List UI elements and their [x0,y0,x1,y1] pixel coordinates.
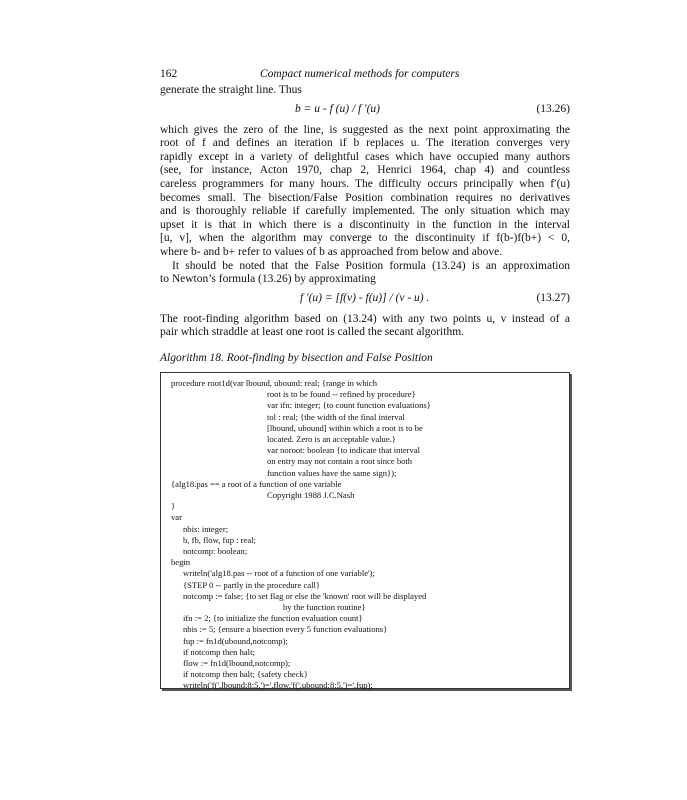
code-line: root is to be found -- refined by procedure} [267,389,416,400]
code-line: b, fb, flow, fup : real; [183,534,256,545]
code-line: {alg18.pas == a root of a function of one variable [171,478,342,489]
code-line: if notcomp then halt; [183,646,255,657]
code-line: tol : real; {the width of the final interval [267,411,405,422]
equation-number: (13.27) [536,291,570,304]
code-line: notcomp: boolean; [183,545,248,556]
equation-expression: b = u - f (u) / f ′(u) [295,102,381,115]
text-line: pair which straddle at least one root is called the secant algorithm. [160,326,465,339]
code-line: var ifn: integer; {to count function evaluations} [267,400,431,411]
text-line: root of f and defines an iteration if b replaces u. The iteration converges very [160,137,570,150]
equation-13-26 [160,98,570,124]
code-line: writeln('alg18.pas -- root of a function of one variable'); [183,568,375,579]
text-line: and is thoroughly reliable if carefully implemented. The only situation which may [160,205,570,218]
text-line: where b- and b+ refer to values of b as approached from below and above. [160,245,503,258]
code-line: if notcomp then halt; {safety check} [183,669,308,680]
equation-expression: f ′(u) = [f(v) - f(u)] / (v - u) . [300,291,430,304]
paragraph-3 [160,313,570,340]
text-line: which gives the zero of the line, is suggested as the next point approximating the [160,123,570,136]
code-line: notcomp := false; {to set flag or else the 'known' root will be displayed [183,590,427,601]
running-title: Compact numerical methods for computers [260,68,460,80]
text-line: to Newton’s formula (13.26) by approximating [160,273,376,286]
code-line: located. Zero is an acceptable value.} [267,433,396,444]
equation-number: (13.26) [536,102,570,115]
equation-13-27 [160,287,570,313]
code-line: begin [171,557,191,568]
text-line: The root-finding algorithm based on (13.24) with any two points u, v instead of a [160,312,570,325]
running-header [160,62,570,84]
paragraph-2 [160,260,570,287]
code-line: [lbound, ubound] within which a root is to be [267,422,423,433]
text-line: becomes small. The bisection/False Position combination requires no derivatives [160,191,570,204]
text-line: (see, for instance, Acton 1970, chap 2, Henrici 1964, chap 4) and countless [160,164,570,177]
code-line: nbis: integer; [183,523,229,534]
code-line: writeln('f(',lbound:8:5,')=',flow,'f(',ubound:8:5,')=',fup); [183,680,373,691]
text-line: rapidly except in a variety of delightful cases which have occupied many authors [160,150,570,163]
code-line: by the function routine} [283,601,366,612]
text-line: upset it is that in which there is a discontinuity in the function in the interval [160,218,570,231]
code-line: ifn := 2; {to initialize the function evaluation count} [183,613,363,624]
text-line: careless programmers for many hours. The difficulty occurs principally when f′(u) [160,177,570,190]
code-line: procedure root1d(var lbound, ubound: real; {range in which [171,377,378,388]
book-page [160,62,570,689]
code-line: var noroot: boolean {to indicate that interval [267,445,421,456]
text-line: [u, v], when the algorithm may converge to the discontinuity if f(b-)f(b+) < 0, [160,232,570,245]
code-listing [160,372,570,689]
paragraph-1 [160,124,570,260]
code-line: flow := fn1d(lbound,notcomp); [183,657,291,668]
code-line: } [171,501,176,512]
code-line: function values have the same sign}); [267,467,397,478]
code-line: {STEP 0 -- partly in the procedure call} [183,579,321,590]
code-line: nbis := 5; {ensure a bisection every 5 function evaluations} [183,624,388,635]
code-line: Copyright 1988 J.C.Nash [267,489,355,500]
algorithm-caption: Algorithm 18. Root-finding by bisection and False Position [160,351,433,364]
code-line: fup := fn1d(ubound,notcomp); [183,635,288,646]
intro-line: generate the straight line. Thus [160,84,302,96]
text-line: It should be noted that the False Position formula (13.24) is an approximation [172,259,570,272]
code-line: on entry may not contain a root since both [267,456,413,467]
page-number: 162 [160,68,178,80]
code-line: var [171,512,182,523]
